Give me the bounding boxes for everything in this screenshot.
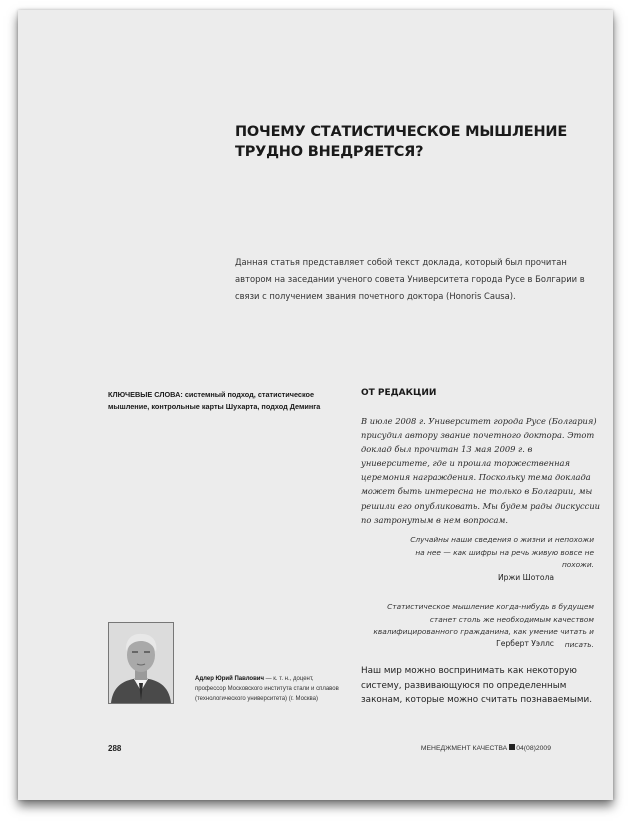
square-bullet-icon bbox=[509, 744, 515, 750]
editor-note-heading: ОТ РЕДАКЦИИ bbox=[361, 388, 437, 398]
magazine-page bbox=[18, 10, 613, 800]
epigraph-quote: Статистическое мышление когда-нибудь в будущем станет столь же необходимым качеством квалифицированного гражданина, как умение читать и писать. bbox=[373, 602, 594, 649]
keywords-label: КЛЮЧЕВЫЕ СЛОВА: bbox=[108, 390, 183, 399]
page-number: 288 bbox=[108, 744, 122, 753]
author-name: Адлер Юрий Павлович bbox=[195, 676, 264, 682]
issue-number: 04(08)2009 bbox=[516, 745, 551, 752]
author-bio bbox=[195, 674, 345, 704]
epigraph-quote: Случайны наши сведения о жизни и непохожи на нее — как шифры на речь живую вовсе не похожи. bbox=[410, 535, 594, 570]
keywords-block bbox=[108, 389, 333, 413]
article-intro: Данная статья представляет собой текст доклада, который был прочитан автором на заседании ученого совета Университета города Русе в Болгарии в связи с получением звания почетного доктора (Honoris Causa). bbox=[235, 257, 585, 301]
epigraph-author: Герберт Уэллс bbox=[496, 639, 554, 648]
author-credentials: — к. т. н., доцент, профессор Московского института стали и сплавов (технологического университета) (г. Москва) bbox=[195, 676, 339, 702]
journal-name: МЕНЕДЖМЕНТ КАЧЕСТВА bbox=[420, 745, 508, 752]
editor-note-text: В июле 2008 г. Университет города Русе (Болгария) присудил автору звание почетного доктора. Этот доклад был прочитан 13 мая 2009 г. в университете, где и прошла торжественная церемония награждения. Поскольку тема доклада может быть интересна не только в Болгарии, мы решили его опубликовать. Мы будем рады дискуссии по затронутым в нем вопросам. bbox=[361, 416, 601, 525]
author-photo bbox=[108, 622, 174, 704]
keywords-text: системный подход, статистическое мышление, контрольные карты Шухарта, подход Деминга bbox=[108, 390, 321, 411]
running-footer bbox=[421, 744, 551, 752]
epigraph-author: Иржи Шотола bbox=[497, 573, 554, 582]
article-title: ПОЧЕМУ СТАТИСТИЧЕСКОЕ МЫШЛЕНИЕ ТРУДНО ВНЕДРЯЕТСЯ? bbox=[235, 124, 568, 160]
body-paragraph: Наш мир можно воспринимать как некоторую систему, развивающуюся по определенным законам, которые можно считать познаваемыми. bbox=[361, 666, 592, 705]
author-photo-image bbox=[109, 623, 173, 703]
